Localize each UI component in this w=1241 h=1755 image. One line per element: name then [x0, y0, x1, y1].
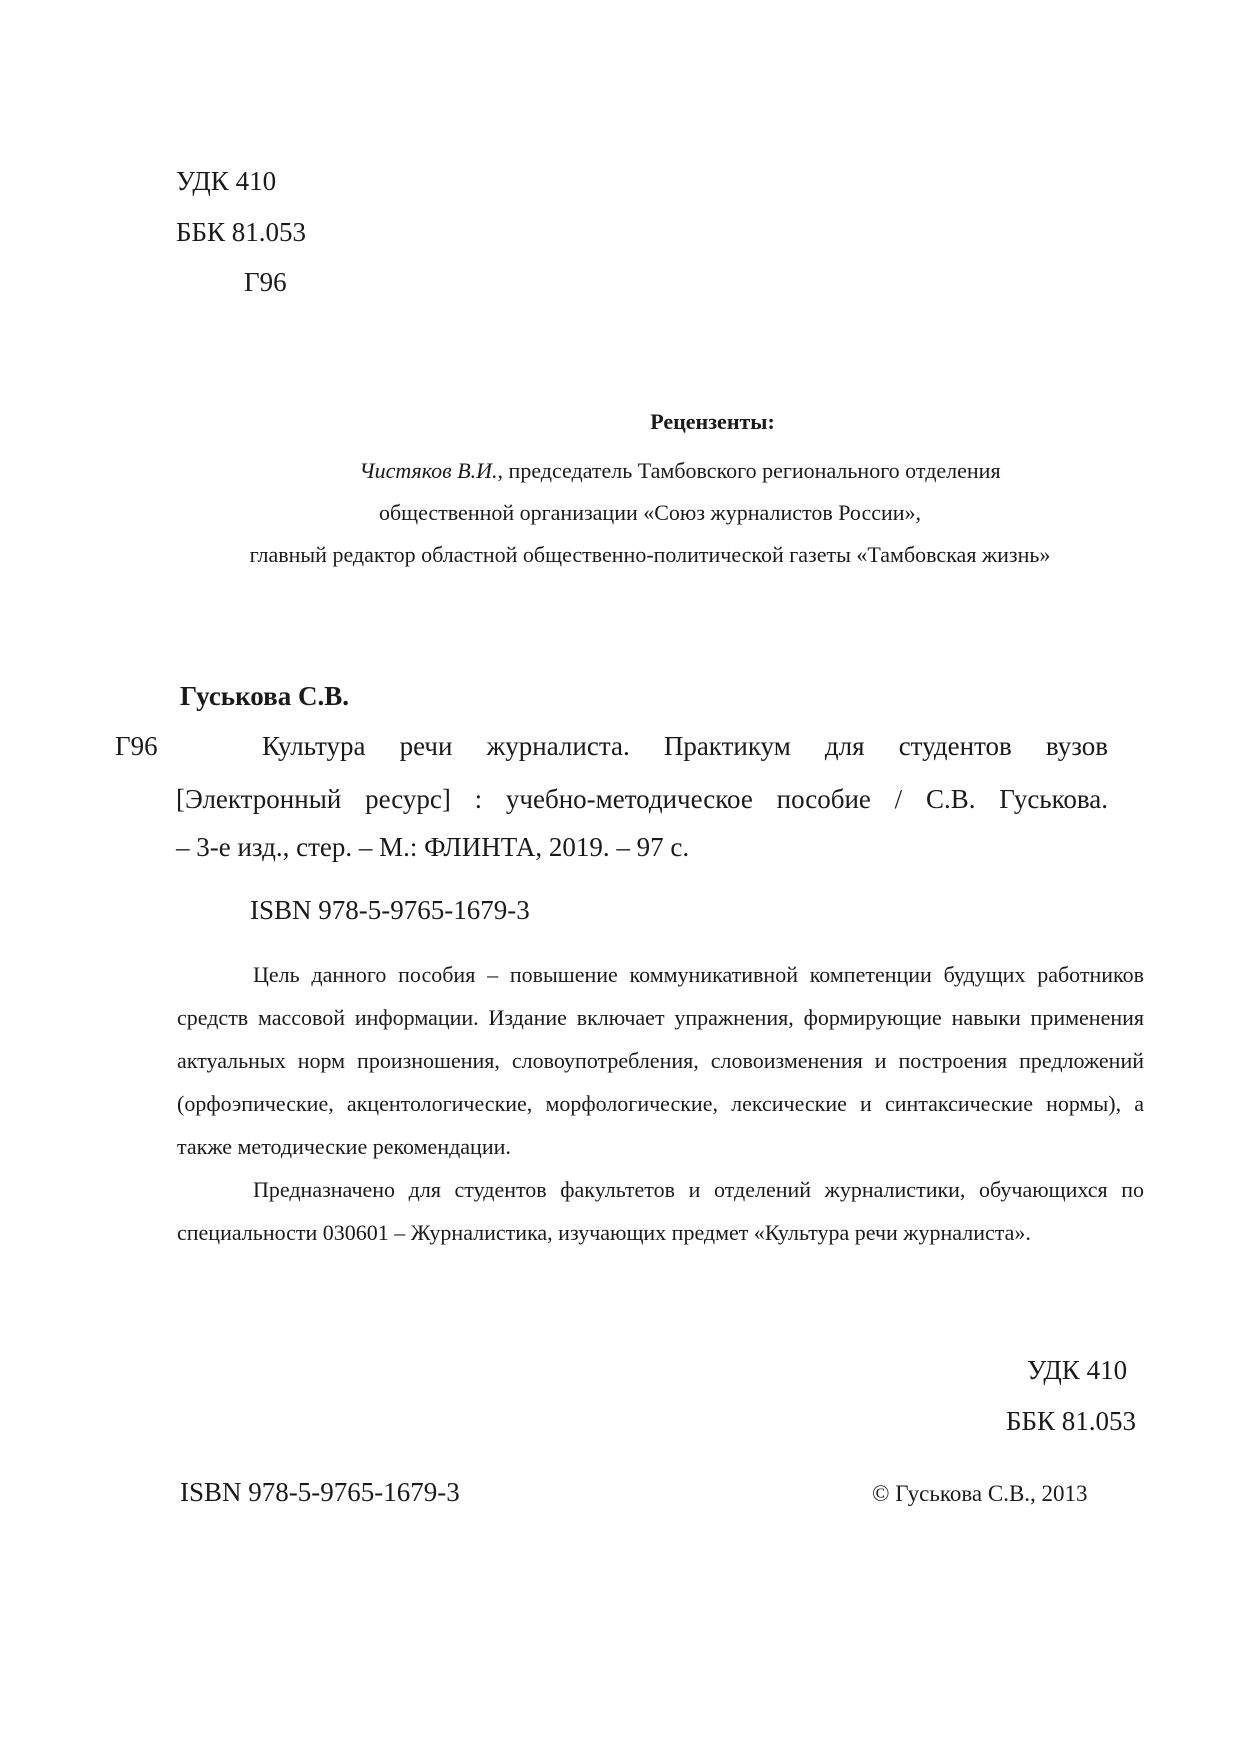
copyright: © Гуськова С.В., 2013 [872, 1481, 1088, 1506]
author-name: Гуськова С.В. [180, 681, 349, 711]
reviewers-block [140, 410, 1160, 576]
udk-code: УДК 410 [176, 166, 277, 196]
reviewer-position: , председатель Тамбовского регионального отделения [497, 458, 1001, 483]
bib-edition-line: – 3-е изд., стер. – М.: ФЛИНТА, 2019. – 97 с. [176, 832, 690, 862]
bib-isbn: ISBN 978-5-9765-1679-3 [250, 895, 530, 925]
reviewer-line-1 [140, 450, 1160, 492]
bib-resource-line: [Электронный ресурс] : учебно-методическое пособие / С.В. Гуськова. [176, 784, 1108, 814]
footer-bbk: ББК 81.053 [1006, 1406, 1137, 1436]
footer-isbn: ISBN 978-5-9765-1679-3 [180, 1477, 460, 1507]
annotation-paragraph-1: Цель данного пособия – повышение коммуникативной компетенции будущих работников средств массовой информации. Издание включает упражнения, формирующие навыки применения актуальных норм произношения, словоупотребления, словоизменения и построения предложений (орфоэпические, акцентологические, морфологические, лексические и синтаксические нормы), а также методические рекомендации. [177, 962, 1144, 1159]
reviewer-line-3: главный редактор областной общественно-политической газеты «Тамбовская жизнь» [249, 542, 1051, 567]
bib-title-line: Культура речи журналиста. Практикум для студентов вузов [262, 731, 1108, 761]
annotation-paragraph-2: Предназначено для студентов факультетов и отделений журналистики, обучающихся по специальности 030601 – Журналистика, изучающих предмет «Культура речи журналиста». [177, 1177, 1144, 1245]
footer-udk: УДК 410 [1027, 1355, 1128, 1385]
bib-sign: Г96 [115, 731, 158, 761]
reviewer-line-2: общественной организации «Союз журналистов России», [378, 500, 922, 525]
bbk-code: ББК 81.053 [176, 217, 307, 247]
reviewer-name: Чистяков В.И. [359, 458, 498, 483]
reviewers-heading: Рецензенты: [650, 409, 775, 434]
annotation [177, 953, 1144, 1254]
author-sign: Г96 [244, 267, 287, 297]
